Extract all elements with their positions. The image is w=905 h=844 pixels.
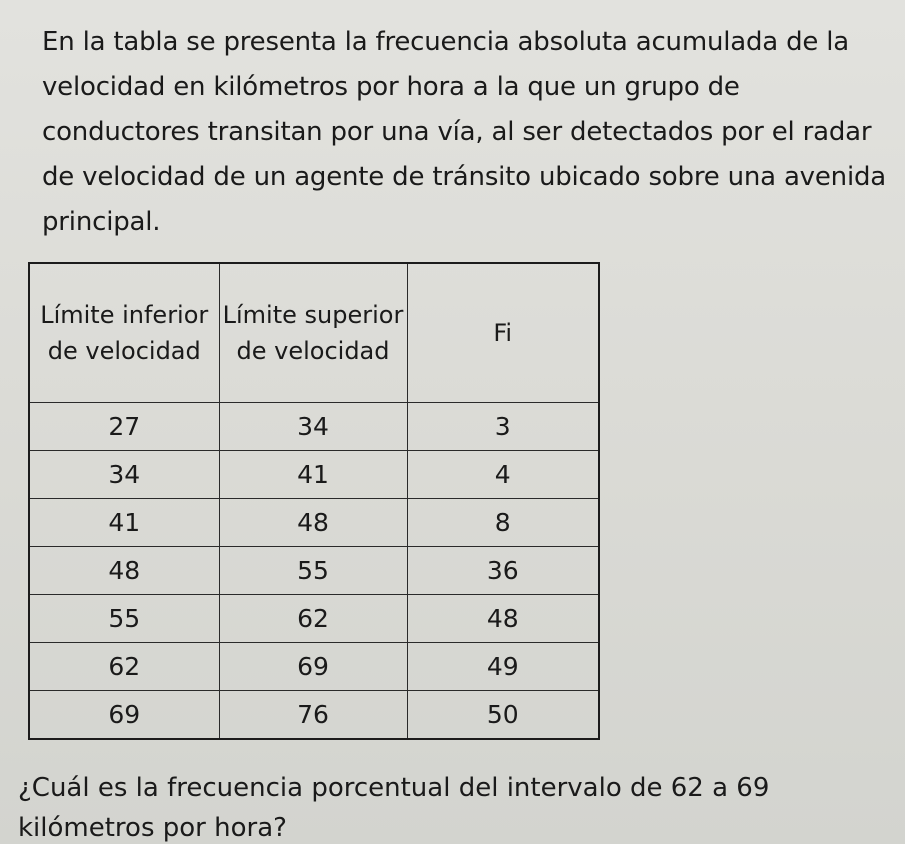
header-upper-limit: Límite superior de velocidad <box>219 263 407 403</box>
upper-limit-cell: 34 <box>219 403 407 451</box>
fi-cell: 3 <box>407 403 599 451</box>
lower-limit-cell: 41 <box>29 498 219 546</box>
fi-cell: 4 <box>407 450 599 498</box>
lower-limit-cell: 34 <box>29 450 219 498</box>
table-row <box>29 403 599 451</box>
table-header-row <box>29 263 599 403</box>
table-row <box>29 546 599 594</box>
fi-cell: 36 <box>407 546 599 594</box>
header-cumulative-frequency: Fi <box>407 263 599 403</box>
header-lower-limit: Límite inferior de velocidad <box>29 263 219 403</box>
table-row <box>29 450 599 498</box>
fi-cell: 48 <box>407 594 599 642</box>
intro-paragraph: En la tabla se presenta la frecuencia absoluta acumulada de la velocidad en kilómetros por hora a la que un grupo de conductores transitan por una vía, al ser detectados por el radar de velocidad de un agente de tránsito ubicado sobre una avenida principal. <box>42 27 887 237</box>
upper-limit-cell: 62 <box>219 594 407 642</box>
lower-limit-cell: 55 <box>29 594 219 642</box>
question-paragraph: ¿Cuál es la frecuencia porcentual del intervalo de 62 a 69 kilómetros por hora? <box>18 773 770 843</box>
table-row <box>29 642 599 690</box>
frequency-table <box>28 262 600 740</box>
table-row <box>29 690 599 739</box>
fi-cell: 50 <box>407 690 599 739</box>
upper-limit-cell: 76 <box>219 690 407 739</box>
upper-limit-cell: 41 <box>219 450 407 498</box>
upper-limit-cell: 48 <box>219 498 407 546</box>
upper-limit-cell: 55 <box>219 546 407 594</box>
table-row <box>29 594 599 642</box>
lower-limit-cell: 27 <box>29 403 219 451</box>
upper-limit-cell: 69 <box>219 642 407 690</box>
table-row <box>29 498 599 546</box>
fi-cell: 49 <box>407 642 599 690</box>
lower-limit-cell: 69 <box>29 690 219 739</box>
fi-cell: 8 <box>407 498 599 546</box>
lower-limit-cell: 62 <box>29 642 219 690</box>
lower-limit-cell: 48 <box>29 546 219 594</box>
